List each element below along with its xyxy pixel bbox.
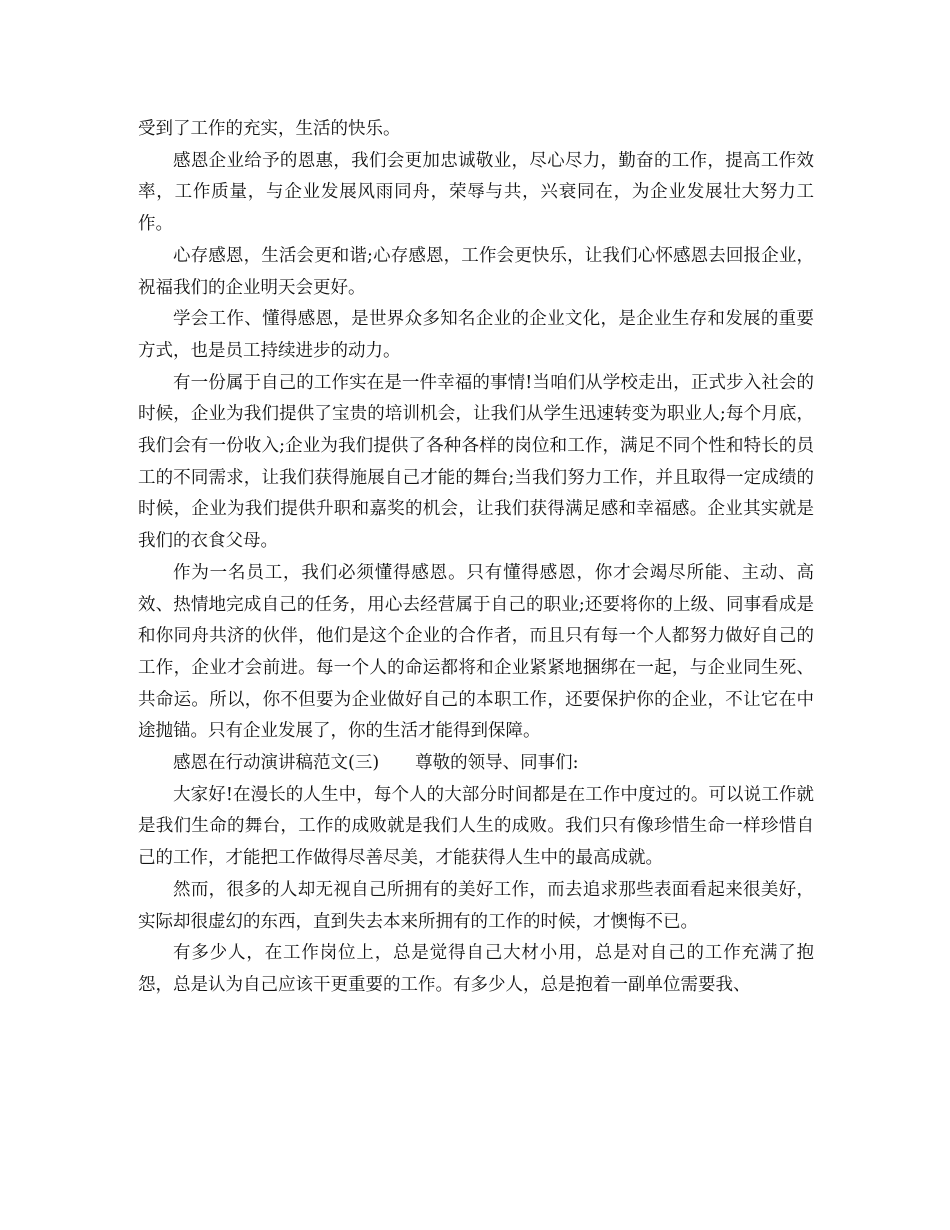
paragraph-9: 有多少人，在工作岗位上，总是觉得自己大材小用，总是对自己的工作充满了抱怨，总是认为自己应该干更重要的工作。有多少人，总是抱着一副单位需要我、: [138, 943, 814, 995]
paragraph-7: 大家好!在漫长的人生中，每个人的大部分时间都是在工作中度过的。可以说工作就是我们生命的舞台，工作的成败就是我们人生的成败。我们只有像珍惜生命一样珍惜自己的工作，才能把工作做得尽善尽美，才能获得人生中的最高成就。: [138, 784, 814, 869]
paragraph-6: 作为一名员工，我们必须懂得感恩。只有懂得感恩，你才会竭尽所能、主动、高效、热情地完成自己的任务，用心去经营属于自己的职业;还要将你的上级、同事看成是和你同舟共济的伙伴，他们是这个企业的合作者，而且只有每一个人都努力做好自己的工作，企业才会前进。每一个人的命运都将和企业紧紧地捆绑在一起，与企业同生死、共命运。所以，你不但要为企业做好自己的本职工作，还要保护你的企业，不让它在中途抛锚。只有企业发展了，你的生活才能得到保障。: [138, 562, 814, 742]
paragraph-2: 感恩企业给予的恩惠，我们会更加忠诚敬业，尽心尽力，勤奋的工作，提高工作效率，工作质量，与企业发展风雨同舟，荣辱与共，兴衰同在，为企业发展壮大努力工作。: [138, 150, 814, 235]
salutation: 尊敬的领导、同事们:: [415, 753, 579, 774]
paragraph-3: 心存感恩，生活会更和谐;心存感恩，工作会更快乐，让我们心怀感恩去回报企业，祝福我们的企业明天会更好。: [138, 245, 814, 298]
paragraph-8: 然而，很多的人却无视自己所拥有的美好工作，而去追求那些表面看起来很美好，实际却很虚幻的东西，直到失去本来所拥有的工作的时候，才懊悔不已。: [138, 879, 814, 932]
paragraph-4: 学会工作、懂得感恩，是世界众多知名企业的企业文化，是企业生存和发展的重要方式，也是员工持续进步的动力。: [138, 309, 814, 361]
document-page: [138, 114, 814, 1002]
section-title: 感恩在行动演讲稿范文(三): [173, 753, 380, 774]
paragraph-5: 有一份属于自己的工作实在是一件幸福的事情!当咱们从学校走出，正式步入社会的时候，企业为我们提供了宝贵的培训机会，让我们从学生迅速转变为职业人;每个月底，我们会有一份收入;企业为我们提供了各种各样的岗位和工作，满足不同个性和特长的员工的不同需求，让我们获得施展自己才能的舞台;当我们努力工作，并且取得一定成绩的时候，企业为我们提供升职和嘉奖的机会，让我们获得满足感和幸福感。企业其实就是我们的衣食父母。: [138, 372, 814, 552]
section-heading: [138, 748, 814, 780]
paragraph-1: 受到了工作的充实，生活的快乐。: [138, 119, 401, 139]
